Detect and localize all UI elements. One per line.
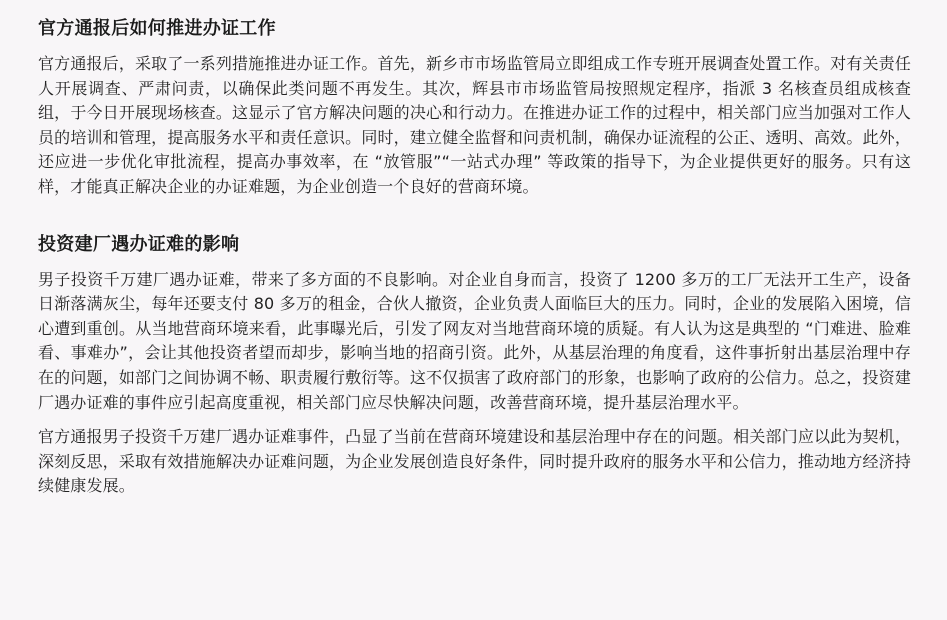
paragraph-spacer: [38, 415, 911, 425]
paragraph: 男子投资千万建厂遇办证难，带来了多方面的不良影响。对企业自身而言，投资了 1200 多万的工厂无法开工生产，设备日渐落满灰尘，每年还要支付 80 多万的租金，合伙人撤资，企业负责人面临巨大的压力。同时，企业的发展陷入困境，信心遭到重创。从当地营商环境来看，此事曝光后，引发了网友对当地营商环境的质疑。有人认为这是典型的 “门难进、脸难看、事难办”，会让其他投资者望而却步，影响当地的招商引资。此外，从基层治理的角度看，这件事折射出基层治理中存在的问题，如部门之间协调不畅、职责履行敷衍等。这不仅损害了政府部门的形象，也影响了政府的公信力。总之，投资建厂遇办证难的事件应引起高度重视，相关部门应尽快解决问题，改善营商环境，提升基层治理水平。: [38, 269, 911, 412]
paragraph: 官方通报男子投资千万建厂遇办证难事件，凸显了当前在营商环境建设和基层治理中存在的问题。相关部门应以此为契机，深刻反思，采取有效措施解决办证难问题，为企业发展创造良好条件，同时提升政府的服务水平和公信力，推动地方经济持续健康发展。: [38, 427, 911, 496]
section-impact: [38, 230, 911, 499]
section-office-notice: [38, 14, 911, 200]
section-heading: 官方通报后如何推进办证工作: [38, 18, 276, 39]
section-heading: 投资建厂遇办证难的影响: [38, 233, 240, 255]
paragraph: 官方通报后，采取了一系列措施推进办证工作。首先，新乡市市场监管局立即组成工作专班开展调查处置工作。对有关责任人开展调查、严肃问责，以确保此类问题不再发生。其次，辉县市市场监管局按照规定程序，指派 3 名核查员组成核查组，于今日开展现场核查。这显示了官方解决问题的决心和行动力。在推进办证工作的过程中，相关部门应当加强对工作人员的培训和管理，提高服务水平和责任意识。同时，建立健全监督和问责机制，确保办证流程的公正、透明、高效。此外，还应进一步优化审批流程，提高办事效率，在 “放管服”“一站式办理” 等政策的指导下，为企业提供更好的服务。只有这样，才能真正解决企业的办证难题，为企业创造一个良好的营商环境。: [38, 54, 911, 196]
